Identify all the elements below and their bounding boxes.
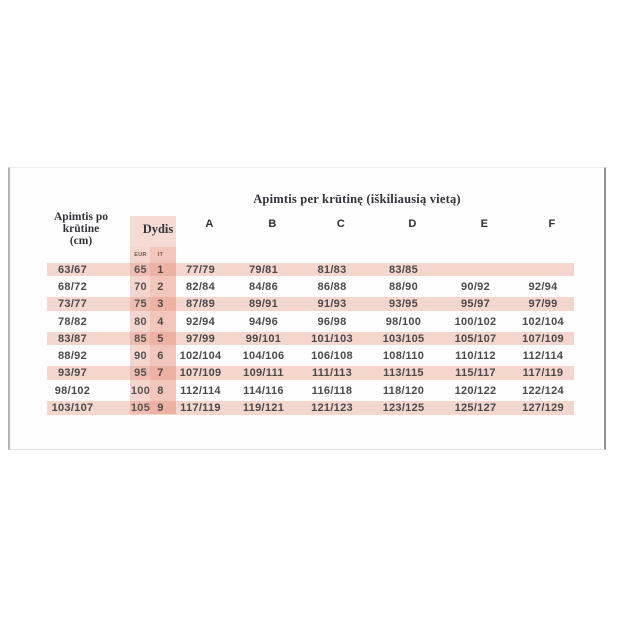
cell-cup-f: 107/109 (522, 332, 564, 345)
cup-column-header-b (231, 218, 296, 230)
cell-it-size: 3 (157, 298, 164, 311)
cell-cup-f: 117/119 (522, 367, 564, 380)
cell-underbust: 93/97 (57, 367, 88, 380)
cell-eur-size: 65 (134, 263, 147, 276)
cup-letter-label: D (408, 218, 417, 230)
cell-cup-c: 111/113 (311, 367, 353, 380)
cell-cup-d: 118/120 (382, 384, 425, 397)
cell-cup-b: 104/106 (242, 350, 285, 363)
cell-cup-e: 115/117 (455, 367, 496, 380)
cell-cup-d: 93/95 (388, 298, 419, 311)
cup-letter-label: C (336, 218, 346, 230)
cell-cup-a: 117/119 (180, 402, 221, 415)
cell-cup-f: 92/94 (528, 280, 558, 293)
cell-underbust: 83/87 (57, 332, 88, 345)
cell-eur-size: 80 (134, 315, 147, 328)
cell-cup-e: 110/112 (455, 350, 496, 363)
cell-cup-b: 114/116 (243, 384, 284, 397)
cell-cup-f: 112/114 (522, 350, 564, 363)
cell-cup-d: 83/85 (388, 263, 419, 276)
cell-cup-c: 121/123 (311, 402, 353, 415)
cell-cup-b: 94/96 (248, 315, 279, 328)
cell-cup-f: 97/99 (528, 298, 558, 311)
table-row (47, 261, 574, 278)
table-row (47, 330, 574, 347)
cell-eur-size: 85 (134, 332, 147, 345)
cell-cup-e: 105/107 (454, 332, 497, 345)
size-table-body (47, 261, 574, 417)
cell-cup-b: 99/101 (245, 332, 282, 345)
cell-it-size: 2 (157, 280, 164, 293)
cell-it-size: 6 (157, 350, 164, 363)
cell-cup-d: 123/125 (382, 402, 425, 415)
cup-column-header-a (170, 218, 231, 230)
cup-letter-label: E (480, 218, 489, 230)
cell-cup-f: 102/104 (522, 315, 564, 328)
cell-underbust: 68/72 (57, 280, 88, 293)
cell-cup-c: 101/103 (311, 332, 353, 345)
cell-cup-a: 102/104 (179, 350, 222, 363)
cell-it-size: 5 (157, 332, 164, 345)
cell-eur-size: 105 (130, 402, 151, 415)
cell-cup-b: 119/121 (242, 402, 285, 415)
cell-cup-a: 82/84 (185, 280, 216, 293)
table-row (47, 399, 574, 416)
cell-underbust: 88/92 (57, 350, 88, 363)
cup-column-header-f (512, 218, 574, 230)
cell-cup-d: 108/110 (382, 350, 425, 363)
cell-cup-e: 120/122 (454, 384, 497, 397)
cell-cup-f: 122/124 (522, 384, 564, 397)
cell-eur-size: 100 (130, 384, 151, 397)
cell-eur-size: 70 (134, 280, 147, 293)
cup-letter-label: B (268, 218, 277, 230)
cell-cup-f: 127/129 (522, 402, 564, 415)
chart-title: Apimtis per krūtinę (iškiliausią vietą) (253, 192, 461, 206)
underbust-header-line2: krūtine (62, 222, 100, 235)
cell-cup-d: 113/115 (383, 367, 424, 380)
cell-underbust: 98/102 (54, 384, 91, 397)
size-column-header: Dydis (142, 222, 174, 236)
cell-cup-a: 112/114 (180, 384, 221, 397)
cell-it-size: 9 (157, 402, 164, 415)
cup-letter-label: F (548, 218, 556, 230)
cell-cup-b: 89/91 (248, 298, 279, 311)
cell-cup-c: 96/98 (317, 315, 347, 328)
cell-it-size: 4 (157, 315, 164, 328)
cell-it-size: 1 (157, 263, 164, 276)
cell-cup-d: 103/105 (382, 332, 425, 345)
cup-column-header-d (368, 218, 439, 230)
cup-letters-row (47, 218, 574, 230)
cell-cup-a: 107/109 (179, 367, 222, 380)
eur-subheader: EUR (134, 252, 147, 258)
table-row (47, 382, 574, 399)
cell-it-size: 8 (157, 384, 164, 397)
table-row (47, 278, 574, 295)
underbust-header-line1: Apimtis po (54, 211, 108, 223)
size-subheader-row (47, 251, 574, 259)
cell-underbust: 73/77 (57, 298, 88, 311)
cell-cup-c: 106/108 (311, 350, 353, 363)
cell-cup-c: 86/88 (317, 280, 347, 293)
cell-cup-d: 98/100 (385, 315, 422, 328)
table-row (47, 296, 574, 313)
cell-cup-e: 90/92 (460, 280, 491, 293)
cell-underbust: 63/67 (57, 263, 88, 276)
cell-cup-a: 87/89 (185, 298, 216, 311)
cell-cup-a: 92/94 (185, 315, 216, 328)
cell-eur-size: 90 (134, 350, 147, 363)
table-row (47, 347, 574, 364)
cell-eur-size: 75 (134, 298, 147, 311)
cup-column-header-c (296, 218, 368, 230)
cell-cup-b: 84/86 (248, 280, 279, 293)
cell-underbust: 103/107 (51, 402, 94, 415)
cup-column-header-e (439, 218, 512, 230)
cell-cup-b: 109/111 (243, 367, 284, 380)
cell-eur-size: 95 (134, 367, 147, 380)
cell-cup-d: 88/90 (388, 280, 419, 293)
underbust-header-line3: (cm) (69, 234, 93, 247)
cell-underbust: 78/82 (57, 315, 88, 328)
table-row (47, 313, 574, 330)
cell-cup-b: 79/81 (248, 263, 279, 276)
cell-cup-a: 97/99 (185, 332, 216, 345)
size-chart-panel (8, 167, 606, 450)
cell-cup-c: 116/118 (311, 384, 353, 397)
cell-cup-e: 100/102 (454, 315, 497, 328)
cell-cup-e: 95/97 (460, 298, 491, 311)
cell-cup-e: 125/127 (454, 402, 497, 415)
cell-cup-a: 77/79 (185, 263, 216, 276)
cell-cup-c: 91/93 (317, 298, 347, 311)
cup-letter-label: A (205, 218, 214, 230)
table-row (47, 365, 574, 382)
cell-it-size: 7 (157, 367, 164, 380)
it-subheader: IT (157, 252, 164, 258)
cell-cup-c: 81/83 (317, 263, 347, 276)
